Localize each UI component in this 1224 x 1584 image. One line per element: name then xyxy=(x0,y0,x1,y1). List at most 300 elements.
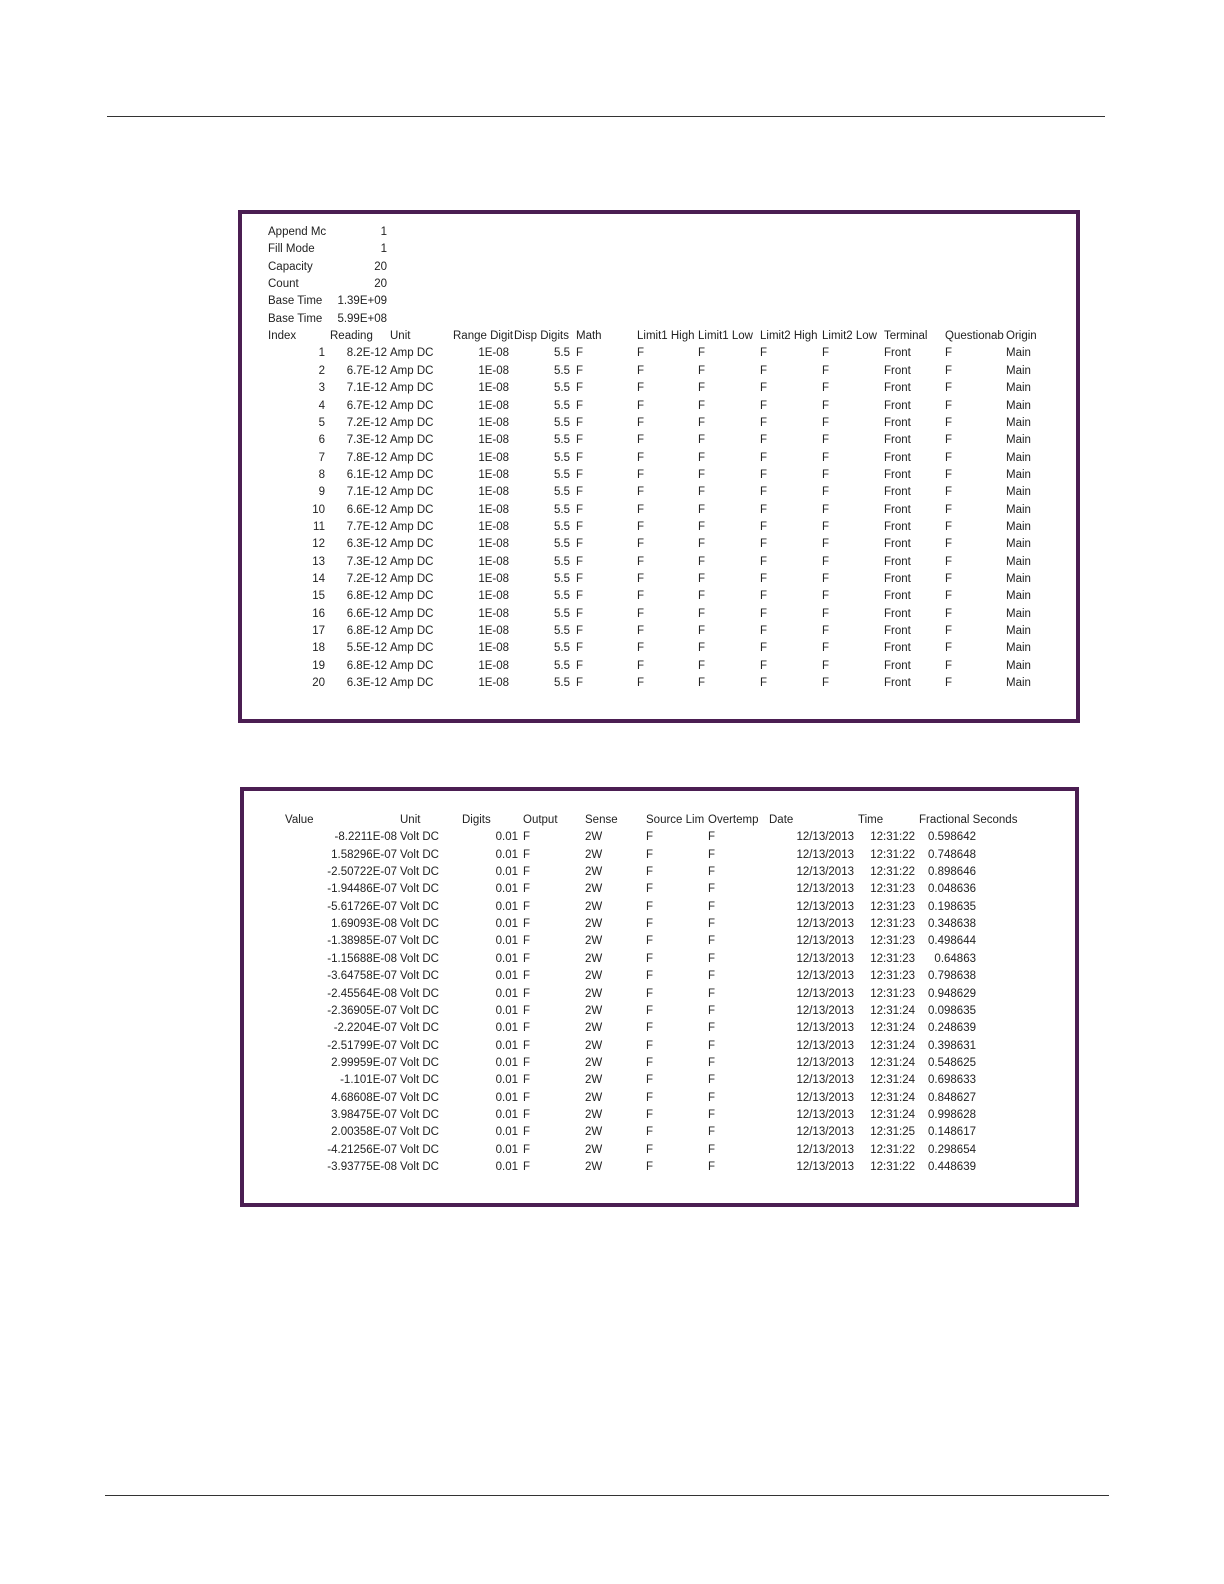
table-cell: F xyxy=(945,625,953,638)
table-cell: Amp DC xyxy=(390,625,434,638)
table-cell: 0.01 xyxy=(495,831,518,844)
table-cell: Main xyxy=(1006,573,1031,585)
meta-value: 5.99E+08 xyxy=(337,312,387,325)
column-header: Reading xyxy=(330,330,373,343)
table-cell: F xyxy=(698,677,706,690)
table-cell: 1E-08 xyxy=(478,364,509,377)
table-cell: F xyxy=(646,848,654,861)
table-cell: F xyxy=(646,1056,654,1069)
table-cell: F xyxy=(646,866,654,879)
table-cell: Amp DC xyxy=(390,416,434,429)
table-cell: 4.68608E-07 xyxy=(331,1091,397,1104)
table-cell: F xyxy=(576,382,584,395)
table-cell: F xyxy=(822,573,830,585)
table-cell: Volt DC xyxy=(400,848,439,861)
table-cell: F xyxy=(708,1039,716,1052)
table-cell: F xyxy=(945,468,953,481)
header-rule xyxy=(107,116,1105,117)
table-cell: F xyxy=(523,1022,531,1035)
table-cell: 6.8E-12 xyxy=(346,590,387,603)
table-cell: F xyxy=(822,659,830,672)
table-cell: F xyxy=(698,573,706,585)
table-cell: 0.198635 xyxy=(928,900,976,913)
table-cell: 6.3E-12 xyxy=(346,538,387,551)
table-cell: 2W xyxy=(585,1161,603,1173)
table-cell: F xyxy=(822,399,830,412)
table-cell: 12/13/2013 xyxy=(796,1022,854,1035)
table-cell: 0.01 xyxy=(495,1004,518,1017)
table-cell: F xyxy=(646,970,654,983)
table-cell: Front xyxy=(884,399,911,412)
table-cell: 12/13/2013 xyxy=(796,883,854,896)
table-cell: F xyxy=(822,642,830,655)
table-cell: 12:31:22 xyxy=(870,1161,915,1173)
table-cell: F xyxy=(637,659,645,672)
table-cell: F xyxy=(646,1022,654,1035)
table-cell: 0.748648 xyxy=(928,848,976,861)
table-cell: Amp DC xyxy=(390,590,434,603)
column-header: Index xyxy=(268,330,297,343)
table-cell: 5.5 xyxy=(554,625,570,638)
table-cell: Volt DC xyxy=(400,952,439,965)
table-cell: 5.5 xyxy=(554,677,570,690)
table-cell: 12/13/2013 xyxy=(796,987,854,1000)
table-cell: 0.148617 xyxy=(928,1126,976,1139)
table-cell: F xyxy=(576,468,584,481)
table-cell: F xyxy=(698,416,706,429)
table-cell: 6.8E-12 xyxy=(346,659,387,672)
table-cell: 0.01 xyxy=(495,935,518,948)
table-cell: F xyxy=(822,434,830,447)
table-cell: F xyxy=(646,987,654,1000)
table-cell: F xyxy=(945,347,953,360)
table-cell: Volt DC xyxy=(400,1091,439,1104)
table-cell: F xyxy=(708,1126,716,1139)
table-cell: F xyxy=(822,347,830,360)
table-cell: F xyxy=(576,659,584,672)
table-cell: 1E-08 xyxy=(478,590,509,603)
table-cell: Main xyxy=(1006,486,1031,499)
table-cell: Main xyxy=(1006,659,1031,672)
table-cell: F xyxy=(760,468,768,481)
table-cell: 5.5 xyxy=(554,451,570,464)
table-cell: Front xyxy=(884,590,911,603)
table-cell: 12:31:22 xyxy=(870,1143,915,1156)
table-cell: F xyxy=(822,520,830,533)
table-cell: F xyxy=(576,573,584,585)
table-cell: Volt DC xyxy=(400,1161,439,1173)
table-cell: Amp DC xyxy=(390,520,434,533)
table-cell: 0.01 xyxy=(495,1022,518,1035)
table-cell: Amp DC xyxy=(390,451,434,464)
table-cell: 12:31:24 xyxy=(870,1004,915,1017)
table-cell: -2.45564E-08 xyxy=(327,987,397,1000)
table-cell: 3 xyxy=(318,382,325,395)
table-cell: 16 xyxy=(312,607,325,620)
table-cell: 5.5 xyxy=(554,555,570,568)
table-cell: 5.5 xyxy=(554,659,570,672)
table-cell: Front xyxy=(884,416,911,429)
table-cell: 17 xyxy=(312,625,325,638)
table-cell: Amp DC xyxy=(390,573,434,585)
table-cell: F xyxy=(822,625,830,638)
table-cell: Volt DC xyxy=(400,1022,439,1035)
table-cell: 2W xyxy=(585,1004,603,1017)
table-cell: Volt DC xyxy=(400,1056,439,1069)
table-cell: Main xyxy=(1006,503,1031,516)
table-cell: 2W xyxy=(585,1022,603,1035)
table-cell: F xyxy=(646,1091,654,1104)
table-cell: 0.498644 xyxy=(928,935,976,948)
table-cell: 12/13/2013 xyxy=(796,970,854,983)
table-cell: F xyxy=(576,555,584,568)
table-cell: 0.01 xyxy=(495,1074,518,1087)
table-cell: Main xyxy=(1006,590,1031,603)
table-cell: 2W xyxy=(585,1091,603,1104)
table-cell: 12:31:23 xyxy=(870,900,915,913)
table-cell: -1.94486E-07 xyxy=(327,883,397,896)
table-cell: F xyxy=(637,434,645,447)
table-cell: F xyxy=(760,503,768,516)
table-cell: Main xyxy=(1006,642,1031,655)
table-cell: Front xyxy=(884,451,911,464)
table-cell: F xyxy=(576,538,584,551)
table-cell: 6.7E-12 xyxy=(346,364,387,377)
table-cell: F xyxy=(822,607,830,620)
table-cell: 2W xyxy=(585,900,603,913)
column-header: Sense xyxy=(585,814,618,826)
table-cell: F xyxy=(523,1143,531,1156)
table-cell: Amp DC xyxy=(390,468,434,481)
table-cell: 2W xyxy=(585,1056,603,1069)
table-cell: 5.5 xyxy=(554,520,570,533)
table-cell: 2W xyxy=(585,1108,603,1121)
table-cell: Main xyxy=(1006,555,1031,568)
table-cell: 1E-08 xyxy=(478,503,509,516)
table-cell: Amp DC xyxy=(390,607,434,620)
table-cell: F xyxy=(637,416,645,429)
table-cell: Volt DC xyxy=(400,831,439,844)
table-cell: F xyxy=(945,555,953,568)
table-cell: F xyxy=(523,987,531,1000)
table-cell: 12:31:23 xyxy=(870,970,915,983)
table-cell: 0.01 xyxy=(495,952,518,965)
table-cell: 0.548625 xyxy=(928,1056,976,1069)
table-cell: F xyxy=(637,642,645,655)
table-cell: 2W xyxy=(585,848,603,861)
table-cell: 5.5 xyxy=(554,503,570,516)
table-cell: Volt DC xyxy=(400,987,439,1000)
table-cell: F xyxy=(576,677,584,690)
table-cell: F xyxy=(576,503,584,516)
table-cell: F xyxy=(523,935,531,948)
table-cell: Volt DC xyxy=(400,1004,439,1017)
table-cell: F xyxy=(760,607,768,620)
table-cell: F xyxy=(945,677,953,690)
table-cell: F xyxy=(708,900,716,913)
table-cell: F xyxy=(576,642,584,655)
table-cell: -3.93775E-08 xyxy=(327,1161,397,1173)
column-header: Fractional Seconds xyxy=(919,814,1018,826)
table-cell: Amp DC xyxy=(390,434,434,447)
table-cell: 19 xyxy=(312,659,325,672)
table-cell: Amp DC xyxy=(390,486,434,499)
table-cell: F xyxy=(698,659,706,672)
table-cell: 0.01 xyxy=(495,883,518,896)
table-cell: F xyxy=(646,935,654,948)
table-cell: 5.5 xyxy=(554,382,570,395)
table-cell: F xyxy=(637,625,645,638)
table-cell: F xyxy=(523,970,531,983)
column-header: Source Lim xyxy=(646,814,705,826)
table-cell: 0.01 xyxy=(495,1108,518,1121)
table-cell: F xyxy=(945,573,953,585)
table-cell: 1E-08 xyxy=(478,451,509,464)
table-cell: -8.2211E-08 xyxy=(334,831,397,844)
table-cell: 0.01 xyxy=(495,1126,518,1139)
table-cell: F xyxy=(646,1143,654,1156)
table-cell: 5.5 xyxy=(554,416,570,429)
table-cell: 5.5 xyxy=(554,486,570,499)
table-cell: 0.598642 xyxy=(928,831,976,844)
table-cell: Front xyxy=(884,538,911,551)
table-cell: 2W xyxy=(585,987,603,1000)
table-cell: 1E-08 xyxy=(478,434,509,447)
table-cell: F xyxy=(822,416,830,429)
table-cell: 0.848627 xyxy=(928,1091,976,1104)
table-cell: Front xyxy=(884,468,911,481)
table-cell: 0.798638 xyxy=(928,970,976,983)
table-cell: 12:31:22 xyxy=(870,848,915,861)
table-cell: F xyxy=(708,1108,716,1121)
table-cell: 12/13/2013 xyxy=(796,1056,854,1069)
table-cell: 0.098635 xyxy=(928,1004,976,1017)
table-cell: 6.8E-12 xyxy=(346,625,387,638)
table-cell: Front xyxy=(884,503,911,516)
table-cell: 12/13/2013 xyxy=(796,1126,854,1139)
table-cell: F xyxy=(576,590,584,603)
table-cell: F xyxy=(637,382,645,395)
meta-value: 1 xyxy=(380,243,387,256)
column-header: Unit xyxy=(390,330,411,343)
table-cell: F xyxy=(646,883,654,896)
table-cell: F xyxy=(708,1004,716,1017)
table-cell: 0.948629 xyxy=(928,987,976,1000)
table-cell: 1.58296E-07 xyxy=(331,848,397,861)
table-cell: 0.01 xyxy=(495,1161,518,1173)
table-cell: 6 xyxy=(318,434,325,447)
table-cell: Main xyxy=(1006,607,1031,620)
table-cell: 0.248639 xyxy=(928,1022,976,1035)
table-cell: -2.36905E-07 xyxy=(327,1004,397,1017)
table-cell: F xyxy=(637,590,645,603)
table-cell: 12:31:22 xyxy=(870,831,915,844)
table-cell: F xyxy=(698,520,706,533)
meta-label: Fill Mode xyxy=(268,243,315,256)
column-header: Unit xyxy=(400,814,421,826)
table-cell: F xyxy=(637,451,645,464)
table-cell: F xyxy=(822,451,830,464)
table-cell: 6.3E-12 xyxy=(346,677,387,690)
table-cell: F xyxy=(708,866,716,879)
table-cell: Main xyxy=(1006,625,1031,638)
table-cell: Main xyxy=(1006,451,1031,464)
table-cell: F xyxy=(760,347,768,360)
table-cell: F xyxy=(822,468,830,481)
table-cell: Amp DC xyxy=(390,347,434,360)
table-cell: 2W xyxy=(585,918,603,931)
table-cell: 8 xyxy=(318,468,325,481)
table-cell: 12:31:24 xyxy=(870,1022,915,1035)
table-cell: F xyxy=(646,952,654,965)
table-cell: F xyxy=(760,642,768,655)
table-cell: 1E-08 xyxy=(478,642,509,655)
table-cell: -5.61726E-07 xyxy=(327,900,397,913)
table-cell: F xyxy=(523,1091,531,1104)
table-cell: Main xyxy=(1006,677,1031,690)
table-cell: F xyxy=(523,1108,531,1121)
table-cell: Main xyxy=(1006,538,1031,551)
table-cell: F xyxy=(822,503,830,516)
table-cell: F xyxy=(760,486,768,499)
table-cell: F xyxy=(698,486,706,499)
table-cell: Volt DC xyxy=(400,883,439,896)
table-cell: 0.698633 xyxy=(928,1074,976,1087)
table-cell: 15 xyxy=(312,590,325,603)
table-cell: 7.3E-12 xyxy=(346,555,387,568)
table-cell: F xyxy=(760,555,768,568)
table-cell: 0.01 xyxy=(495,866,518,879)
table-cell: 5.5 xyxy=(554,399,570,412)
table-cell: F xyxy=(698,364,706,377)
table-cell: 2W xyxy=(585,866,603,879)
table-cell: F xyxy=(822,538,830,551)
meta-label: Base Time xyxy=(268,295,323,308)
table-cell: Main xyxy=(1006,520,1031,533)
table-cell: F xyxy=(698,434,706,447)
table-cell: 12/13/2013 xyxy=(796,1143,854,1156)
table-cell: F xyxy=(698,382,706,395)
table-cell: Volt DC xyxy=(400,900,439,913)
table-cell: 2W xyxy=(585,935,603,948)
table-cell: F xyxy=(760,434,768,447)
table-cell: 5 xyxy=(318,416,325,429)
column-header: Date xyxy=(769,814,794,826)
table-cell: 2W xyxy=(585,883,603,896)
table-cell: 14 xyxy=(312,573,325,585)
table-cell: F xyxy=(708,1091,716,1104)
table-cell: 10 xyxy=(312,503,325,516)
meta-value: 20 xyxy=(374,278,387,291)
table-cell: 1E-08 xyxy=(478,573,509,585)
table-cell: 7.7E-12 xyxy=(346,520,387,533)
table-cell: Front xyxy=(884,520,911,533)
table-cell: F xyxy=(637,486,645,499)
column-header: Math xyxy=(576,330,602,343)
table-cell: Amp DC xyxy=(390,555,434,568)
table-cell: 12:31:24 xyxy=(870,1039,915,1052)
meta-value: 1.39E+09 xyxy=(337,295,387,308)
table-cell: F xyxy=(760,451,768,464)
table-cell: 12/13/2013 xyxy=(796,952,854,965)
table-cell: 12/13/2013 xyxy=(796,1108,854,1121)
table-cell: 2W xyxy=(585,1074,603,1087)
table-cell: F xyxy=(945,451,953,464)
column-header: Questionab xyxy=(945,330,1004,343)
table-cell: Volt DC xyxy=(400,1039,439,1052)
table-cell: 0.348638 xyxy=(928,918,976,931)
table-cell: 2W xyxy=(585,831,603,844)
table-cell: F xyxy=(637,538,645,551)
table-cell: 2.00358E-07 xyxy=(331,1126,397,1139)
table-cell: 1E-08 xyxy=(478,468,509,481)
table-cell: F xyxy=(646,1126,654,1139)
table-cell: 12/13/2013 xyxy=(796,1091,854,1104)
table-cell: F xyxy=(945,642,953,655)
table-cell: -2.2204E-07 xyxy=(333,1022,397,1035)
table-cell: F xyxy=(760,625,768,638)
table-cell: Volt DC xyxy=(400,918,439,931)
table-cell: F xyxy=(760,573,768,585)
table-cell: F xyxy=(576,625,584,638)
table-cell: 12:31:24 xyxy=(870,1074,915,1087)
table-cell: Front xyxy=(884,347,911,360)
table-cell: Volt DC xyxy=(400,1074,439,1087)
table-cell: F xyxy=(523,1074,531,1087)
table-cell: 20 xyxy=(312,677,325,690)
table-cell: F xyxy=(698,625,706,638)
table-cell: F xyxy=(646,1108,654,1121)
table-cell: F xyxy=(637,503,645,516)
table-cell: 5.5 xyxy=(554,538,570,551)
table-cell: F xyxy=(576,434,584,447)
table-cell: F xyxy=(637,468,645,481)
table-cell: F xyxy=(637,520,645,533)
table-cell: F xyxy=(760,520,768,533)
table-cell: F xyxy=(945,364,953,377)
table-cell: F xyxy=(945,486,953,499)
table-cell: Front xyxy=(884,625,911,638)
table-cell: Amp DC xyxy=(390,677,434,690)
table-cell: F xyxy=(698,555,706,568)
table-cell: -2.50722E-07 xyxy=(327,866,397,879)
table-cell: 12:31:23 xyxy=(870,883,915,896)
table-cell: F xyxy=(576,416,584,429)
table-cell: F xyxy=(945,659,953,672)
table-cell: Amp DC xyxy=(390,364,434,377)
table-cell: F xyxy=(760,659,768,672)
table-cell: 12/13/2013 xyxy=(796,918,854,931)
column-header: Digits xyxy=(462,814,491,826)
table-cell: F xyxy=(523,1039,531,1052)
table-cell: 1E-08 xyxy=(478,659,509,672)
table-cell: F xyxy=(646,1161,654,1173)
table-cell: F xyxy=(698,590,706,603)
table-cell: 0.398631 xyxy=(928,1039,976,1052)
table-cell: F xyxy=(523,883,531,896)
table-cell: F xyxy=(637,573,645,585)
table-cell: 5.5 xyxy=(554,573,570,585)
table-cell: 12:31:23 xyxy=(870,987,915,1000)
table-cell: Front xyxy=(884,677,911,690)
table-cell: F xyxy=(523,918,531,931)
table-cell: 12:31:24 xyxy=(870,1108,915,1121)
table-cell: Front xyxy=(884,607,911,620)
table-cell: F xyxy=(822,590,830,603)
column-header: Limit1 High xyxy=(637,330,695,343)
table-cell: Volt DC xyxy=(400,866,439,879)
table-cell: 0.01 xyxy=(495,1143,518,1156)
